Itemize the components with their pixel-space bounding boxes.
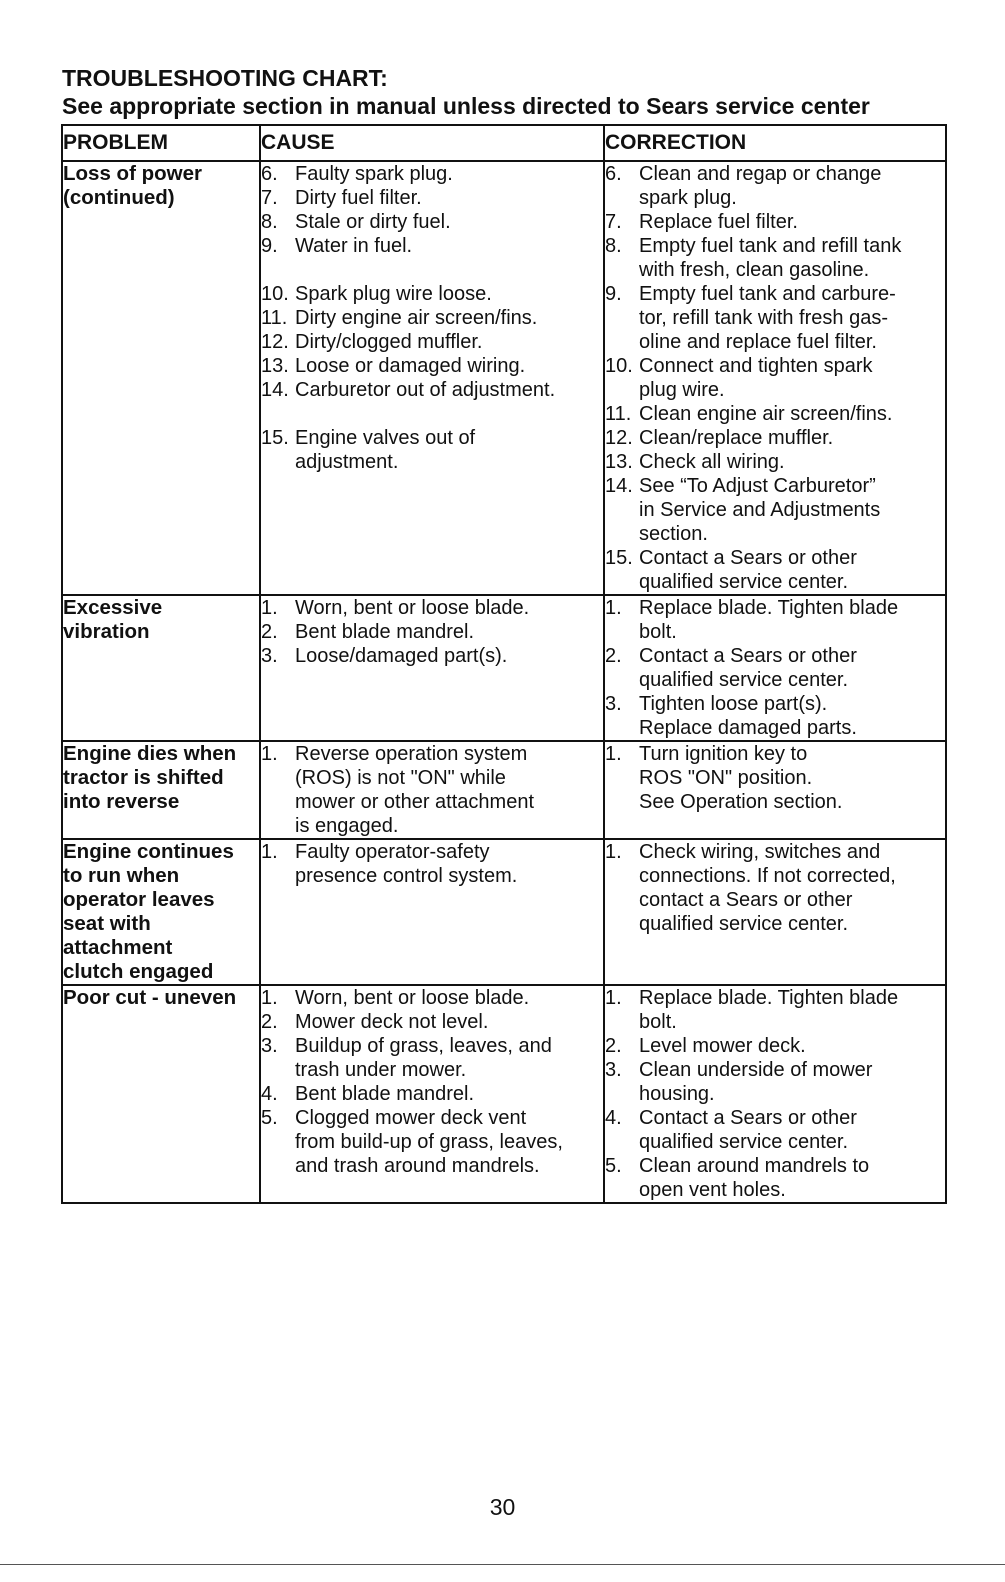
correction-item — [605, 450, 945, 474]
correction-cell — [604, 741, 946, 839]
cause-item-number: 6. — [261, 163, 278, 185]
cause-item-number: 14. — [261, 379, 289, 401]
cause-item-number: 11. — [261, 307, 288, 329]
cause-item-text: Water in fuel. — [295, 235, 413, 257]
correction-item-number: 14. — [605, 475, 633, 497]
cause-item-number: 13. — [261, 355, 289, 377]
cause-cell — [260, 985, 604, 1203]
correction-item — [605, 692, 945, 740]
correction-item-number: 8. — [605, 235, 622, 257]
cause-item-number: 12. — [261, 331, 289, 353]
correction-item-number: 3. — [605, 693, 622, 715]
cause-item-number: 3. — [261, 1035, 278, 1057]
correction-item — [605, 402, 945, 426]
cause-item-text: Mower deck not level. — [295, 1011, 489, 1033]
correction-item — [605, 1034, 945, 1058]
correction-item-number: 4. — [605, 1107, 622, 1129]
correction-item-number: 10. — [605, 355, 633, 377]
correction-item — [605, 1058, 945, 1106]
cause-item — [261, 620, 603, 644]
cause-item — [261, 1082, 603, 1106]
correction-item-number: 15. — [605, 547, 633, 569]
cause-cell — [260, 595, 604, 741]
correction-item-text: Clean and regap or change spark plug. — [639, 163, 882, 209]
problem-cell: Poor cut - uneven — [62, 985, 260, 1203]
correction-item-number: 2. — [605, 645, 622, 667]
correction-item-text: Replace fuel filter. — [639, 211, 798, 233]
correction-item-text: Contact a Sears or other qualified service center. — [639, 1107, 857, 1153]
correction-item-number: 12. — [605, 427, 633, 449]
cause-item-number: 10. — [261, 283, 289, 305]
correction-item — [605, 596, 945, 644]
correction-item-number: 11. — [605, 403, 632, 425]
cause-item-text: Dirty fuel filter. — [295, 187, 422, 209]
correction-item-text: Empty fuel tank and carbure- tor, refill tank with fresh gas- oline and replace fuel filter. — [639, 283, 896, 353]
correction-cell — [604, 595, 946, 741]
correction-item — [605, 546, 945, 594]
cause-cell — [260, 161, 604, 595]
cause-item-number: 3. — [261, 645, 278, 667]
correction-item-text: See “To Adjust Carburetor” in Service and Adjustments section. — [639, 475, 881, 545]
cause-item-text: Bent blade mandrel. — [295, 1083, 475, 1105]
cause-item-number: 1. — [261, 597, 278, 619]
problem-cell: Loss of power (continued) — [62, 161, 260, 595]
correction-item-number: 5. — [605, 1155, 622, 1177]
correction-item-number: 1. — [605, 743, 622, 765]
cause-item-number: 1. — [261, 987, 278, 1009]
cause-cell — [260, 839, 604, 985]
problem-cell: Excessive vibration — [62, 595, 260, 741]
troubleshooting-table — [61, 124, 947, 1204]
cause-item — [261, 596, 603, 620]
cause-item — [261, 210, 603, 234]
correction-item-number: 2. — [605, 1035, 622, 1057]
page-header — [62, 64, 962, 120]
correction-item — [605, 644, 945, 692]
cause-item — [261, 234, 603, 282]
cause-item-text: Carburetor out of adjustment. — [295, 379, 556, 401]
correction-item-number: 6. — [605, 163, 622, 185]
correction-item-text: Tighten loose part(s). Replace damaged parts. — [639, 693, 857, 739]
correction-item-number: 3. — [605, 1059, 622, 1081]
correction-item — [605, 840, 945, 936]
cause-item — [261, 282, 603, 306]
correction-cell — [604, 985, 946, 1203]
correction-item — [605, 426, 945, 450]
correction-item — [605, 986, 945, 1034]
correction-item — [605, 742, 945, 814]
column-header-problem: PROBLEM — [62, 125, 260, 161]
correction-item-text: Clean underside of mower housing. — [639, 1059, 873, 1105]
cause-item-text: Spark plug wire loose. — [295, 283, 492, 305]
cause-item — [261, 986, 603, 1010]
correction-item — [605, 354, 945, 402]
chart-title: TROUBLESHOOTING CHART: — [62, 65, 388, 91]
cause-item-text: Buildup of grass, leaves, and trash under mower. — [295, 1035, 552, 1081]
correction-item-text: Level mower deck. — [639, 1035, 806, 1057]
correction-item-text: Check wiring, switches and connections. If not corrected, contact a Sears or other qualified service center. — [639, 841, 896, 935]
column-header-cause: CAUSE — [260, 125, 604, 161]
column-header-correction: CORRECTION — [604, 125, 946, 161]
cause-item — [261, 162, 603, 186]
correction-item-text: Connect and tighten spark plug wire. — [639, 355, 873, 401]
correction-item-number: 13. — [605, 451, 633, 473]
correction-item-text: Contact a Sears or other qualified service center. — [639, 645, 857, 691]
problem-cell: Engine continues to run when operator leaves seat with attachment clutch engaged — [62, 839, 260, 985]
cause-item — [261, 1010, 603, 1034]
table-header-row — [62, 125, 946, 161]
correction-item-number: 1. — [605, 841, 622, 863]
cause-item-number: 4. — [261, 1083, 278, 1105]
chart-subtitle: See appropriate section in manual unless directed to Sears service center — [62, 93, 870, 119]
cause-item — [261, 1034, 603, 1082]
correction-cell — [604, 161, 946, 595]
cause-item-text: Stale or dirty fuel. — [295, 211, 451, 233]
cause-item — [261, 330, 603, 354]
cause-item-number: 1. — [261, 841, 278, 863]
cause-item-number: 9. — [261, 235, 278, 257]
table-row — [62, 595, 946, 741]
problem-cell: Engine dies when tractor is shifted into reverse — [62, 741, 260, 839]
correction-item-text: Replace blade. Tighten blade bolt. — [639, 597, 899, 643]
cause-item-text: Dirty/clogged muffler. — [295, 331, 483, 353]
cause-item-text: Faulty operator-safety presence control system. — [295, 841, 518, 887]
correction-item — [605, 1106, 945, 1154]
cause-item-number: 15. — [261, 427, 289, 449]
correction-item-text: Clean around mandrels to open vent holes. — [639, 1155, 870, 1201]
cause-item-text: Worn, bent or loose blade. — [295, 987, 530, 1009]
cause-item — [261, 426, 603, 474]
table-body — [62, 161, 946, 1203]
table-row — [62, 161, 946, 595]
correction-item-text: Contact a Sears or other qualified service center. — [639, 547, 857, 593]
cause-item-text: Engine valves out of adjustment. — [295, 427, 476, 473]
cause-item-text: Dirty engine air screen/fins. — [295, 307, 538, 329]
correction-item-number: 1. — [605, 597, 622, 619]
cause-item-number: 5. — [261, 1107, 278, 1129]
cause-item-text: Bent blade mandrel. — [295, 621, 475, 643]
cause-item-text: Reverse operation system (ROS) is not "ON" while mower or other attachment is engaged. — [295, 743, 534, 837]
cause-cell — [260, 741, 604, 839]
cause-item — [261, 742, 603, 838]
cause-item — [261, 186, 603, 210]
correction-item-text: Clean/replace muffler. — [639, 427, 834, 449]
correction-item-text: Empty fuel tank and refill tank with fresh, clean gasoline. — [639, 235, 902, 281]
cause-item — [261, 306, 603, 330]
table-row — [62, 985, 946, 1203]
correction-item-text: Check all wiring. — [639, 451, 785, 473]
page-number: 30 — [489, 1494, 516, 1520]
correction-item-number: 9. — [605, 283, 622, 305]
cause-item-number: 8. — [261, 211, 278, 233]
correction-item — [605, 234, 945, 282]
cause-item-text: Loose/damaged part(s). — [295, 645, 508, 667]
table-row — [62, 839, 946, 985]
cause-item — [261, 840, 603, 888]
correction-item-text: Turn ignition key to ROS "ON" position. See Operation section. — [639, 743, 843, 813]
correction-item-number: 1. — [605, 987, 622, 1009]
cause-item — [261, 378, 603, 426]
cause-item-text: Clogged mower deck vent from build-up of grass, leaves, and trash around mandrels. — [295, 1107, 563, 1177]
correction-item-text: Clean engine air screen/fins. — [639, 403, 893, 425]
correction-item — [605, 474, 945, 546]
cause-item — [261, 644, 603, 668]
cause-item-number: 7. — [261, 187, 278, 209]
correction-item — [605, 1154, 945, 1202]
correction-item-number: 7. — [605, 211, 622, 233]
cause-item-text: Worn, bent or loose blade. — [295, 597, 530, 619]
cause-item-number: 2. — [261, 1011, 278, 1033]
correction-cell — [604, 839, 946, 985]
correction-item-text: Replace blade. Tighten blade bolt. — [639, 987, 899, 1033]
correction-item — [605, 162, 945, 210]
cause-item — [261, 354, 603, 378]
cause-item-text: Loose or damaged wiring. — [295, 355, 526, 377]
cause-item — [261, 1106, 603, 1178]
cause-item-number: 1. — [261, 743, 278, 765]
correction-item — [605, 282, 945, 354]
cause-item-text: Faulty spark plug. — [295, 163, 453, 185]
table-row — [62, 741, 946, 839]
cause-item-number: 2. — [261, 621, 278, 643]
bottom-rule — [0, 1564, 1005, 1565]
correction-item — [605, 210, 945, 234]
